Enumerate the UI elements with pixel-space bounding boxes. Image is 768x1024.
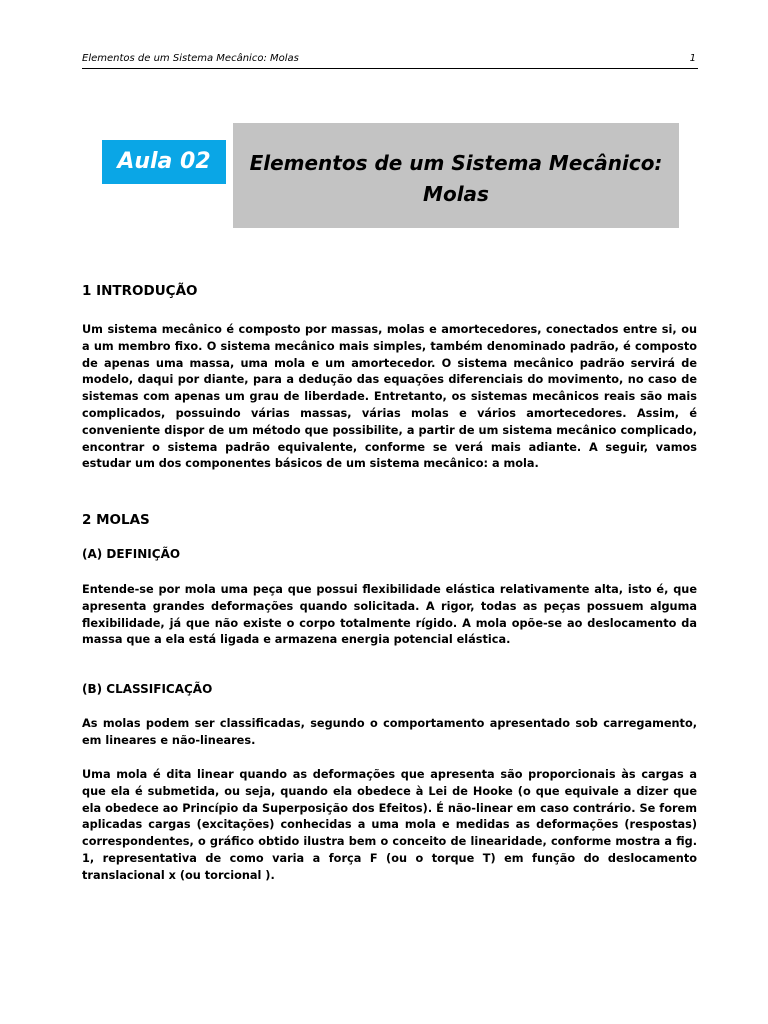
definicao-paragraph: Entende-se por mola uma peça que possui flexibilidade elástica relativamente alta, isto é, que apresenta grandes deformações quando solicitada. A rigor, todas as peças possuem alguma flexibilidade, já que não existe o corpo totalmente rígido. A mola opõe-se ao deslocamento da massa que a ela está ligada e armazena energia potencial elástica. <box>82 583 697 647</box>
lesson-tag: Aula 02 <box>102 140 226 184</box>
document-title-line-1: Elementos de um Sistema Mecânico: <box>249 151 663 175</box>
subsection-heading-definicao: (A) DEFINIÇÃO <box>82 547 181 561</box>
intro-paragraph: Um sistema mecânico é composto por massas, molas e amortecedores, conectados entre si, ou a um membro fixo. O sistema mecânico mais simples, também denominado padrão, é composto de apenas uma massa, uma mola e um amortecedor. O sistema mecânico padrão servirá de modelo, daqui por diante, para a dedução das equações diferenciais do movimento, no caso de sistemas com apenas um grau de liberdade. Entretanto, os sistemas mecânicos reais são mais complicados, possuindo várias massas, várias molas e vários amortecedores. Assim, é conveniente dispor de um método que possibilite, a partir de um sistema mecânico complicado, encontrar o sistema padrão equivalente, conforme se verá mais adiante. A seguir, vamos estudar um dos componentes básicos de um sistema mecânico: a mola. <box>82 323 697 471</box>
section-heading-molas: 2 MOLAS <box>82 512 150 528</box>
section-heading-introducao: 1 INTRODUÇÃO <box>82 283 198 299</box>
classificacao-paragraph-1: As molas podem ser classificadas, segundo o comportamento apresentado sob carregamento, em lineares e não-lineares. <box>82 717 697 747</box>
running-title: Elementos de um Sistema Mecânico: Molas <box>82 53 299 64</box>
subsection-heading-classificacao: (B) CLASSIFICAÇÃO <box>82 682 213 696</box>
title-box <box>233 123 679 228</box>
running-header <box>82 52 698 69</box>
page-number: 1 <box>689 53 696 64</box>
document-title-line-2: Molas <box>423 182 489 206</box>
classificacao-paragraph-2: Uma mola é dita linear quando as deformações que apresenta são proporcionais às cargas a que ela é submetida, ou seja, quando ela obedece à Lei de Hooke (o que equivale a dizer que ela obedece ao Princípio da Superposição dos Efeitos). É não-linear em caso contrário. Se forem aplicadas cargas (excitações) conhecidas a uma mola e medidas as deformações (respostas) correspondentes, o gráfico obtido ilustra bem o conceito de linearidade, conforme mostra a fig. 1, representativa de como varia a força F (ou o torque T) em função do deslocamento translacional x (ou torcional ). <box>82 768 697 882</box>
document-title <box>233 148 679 210</box>
